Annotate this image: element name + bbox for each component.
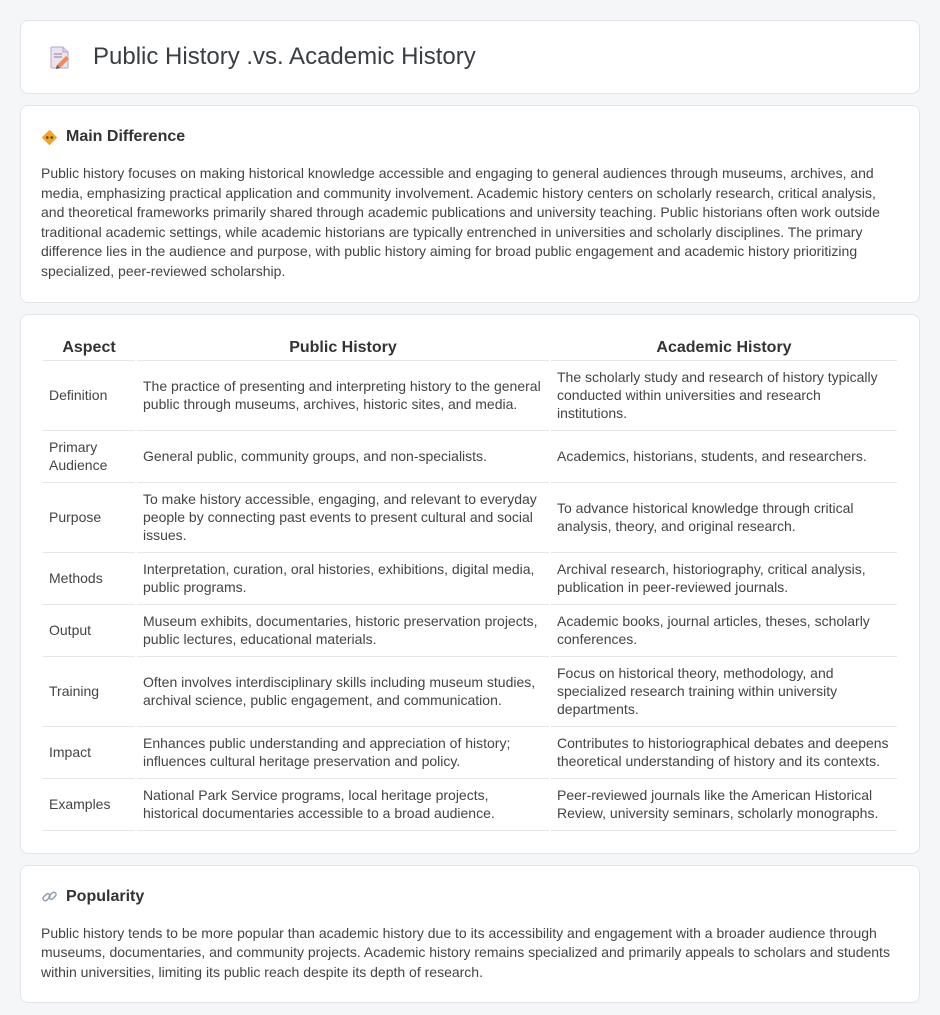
table-cell-aspect: Training <box>43 657 135 727</box>
table-cell-aspect: Methods <box>43 553 135 605</box>
table-cell-academic: Peer-reviewed journals like the American Historical Review, university seminars, scholarly monographs. <box>551 779 897 831</box>
popularity-heading <box>41 888 899 906</box>
table-cell-public: Often involves interdisciplinary skills including museum studies, archival science, public engagement, and communication. <box>137 657 549 727</box>
table-cell-academic: Focus on historical theory, methodology, and specialized research training within university departments. <box>551 657 897 727</box>
main-difference-heading <box>41 128 899 146</box>
table-row <box>43 361 897 431</box>
table-cell-public: General public, community groups, and non-specialists. <box>137 431 549 483</box>
main-difference-card <box>20 105 920 303</box>
popularity-card <box>20 865 920 1004</box>
table-cell-aspect: Purpose <box>43 483 135 553</box>
table-row <box>43 483 897 553</box>
table-cell-public: Enhances public understanding and appreciation of history; influences cultural heritage preservation and policy. <box>137 727 549 779</box>
table-cell-academic: Archival research, historiography, critical analysis, publication in peer-reviewed journals. <box>551 553 897 605</box>
table-row <box>43 657 897 727</box>
table-cell-aspect: Definition <box>43 361 135 431</box>
table-cell-aspect: Impact <box>43 727 135 779</box>
table-cell-public: To make history accessible, engaging, and relevant to everyday people by connecting past events to present cultural and social issues. <box>137 483 549 553</box>
table-cell-academic: Contributes to historiographical debates and deepens theoretical understanding of history and its contexts. <box>551 727 897 779</box>
table-row <box>43 605 897 657</box>
main-difference-text: Public history focuses on making historical knowledge accessible and engaging to general audiences through museums, archives, and media, emphasizing practical application and community involvement. Academic history centers on scholarly research, critical analysis, and theoretical frameworks primarily shared through academic publications and university teaching. Public historians often work outside traditional academic settings, while academic historians are typically entrenched in universities and scholarly disciplines. The primary difference lies in the audience and purpose, with public history aiming for broad public engagement and academic history prioritizing specialized, peer-reviewed scholarship. <box>41 165 880 279</box>
table-cell-public: National Park Service programs, local heritage projects, historical documentaries accessible to a broad audience. <box>137 779 549 831</box>
table-cell-public: Museum exhibits, documentaries, historic preservation projects, public lectures, educational materials. <box>137 605 549 657</box>
main-difference-title: Main Difference <box>66 128 186 145</box>
table-cell-academic: Academics, historians, students, and researchers. <box>551 431 897 483</box>
popularity-title: Popularity <box>66 887 145 905</box>
popularity-text: Public history tends to be more popular than academic history due to its accessibility and engagement with a broader audience through museums, documentaries, and community projects. Academic history remains specialized and primarily appeals to scholars and students within universities, limiting its public reach despite its depth of research. <box>41 924 890 980</box>
header-card <box>20 20 920 94</box>
document-edit-icon <box>47 44 73 70</box>
link-icon <box>41 888 58 905</box>
table-row <box>43 779 897 831</box>
table-row <box>43 553 897 605</box>
diamond-warning-icon <box>41 129 58 146</box>
comparison-card <box>20 314 920 854</box>
table-cell-academic: To advance historical knowledge through critical analysis, theory, and original research. <box>551 483 897 553</box>
table-cell-academic: Academic books, journal articles, theses, scholarly conferences. <box>551 605 897 657</box>
table-cell-aspect: Output <box>43 605 135 657</box>
column-header-public: Public History <box>137 337 549 361</box>
table-cell-public: The practice of presenting and interpreting history to the general public through museums, archives, historic sites, and media. <box>137 361 549 431</box>
table-cell-academic: The scholarly study and research of history typically conducted within universities and research institutions. <box>551 361 897 431</box>
table-row <box>43 727 897 779</box>
table-row <box>43 431 897 483</box>
column-header-academic: Academic History <box>551 337 897 361</box>
table-cell-aspect: Primary Audience <box>43 431 135 483</box>
column-header-aspect: Aspect <box>43 337 135 361</box>
comparison-table <box>41 337 899 831</box>
table-header-row <box>43 337 897 361</box>
table-body <box>43 361 897 831</box>
page-title: Public History .vs. Academic History <box>93 43 476 70</box>
table-cell-public: Interpretation, curation, oral histories, exhibitions, digital media, public programs. <box>137 553 549 605</box>
table-cell-aspect: Examples <box>43 779 135 831</box>
